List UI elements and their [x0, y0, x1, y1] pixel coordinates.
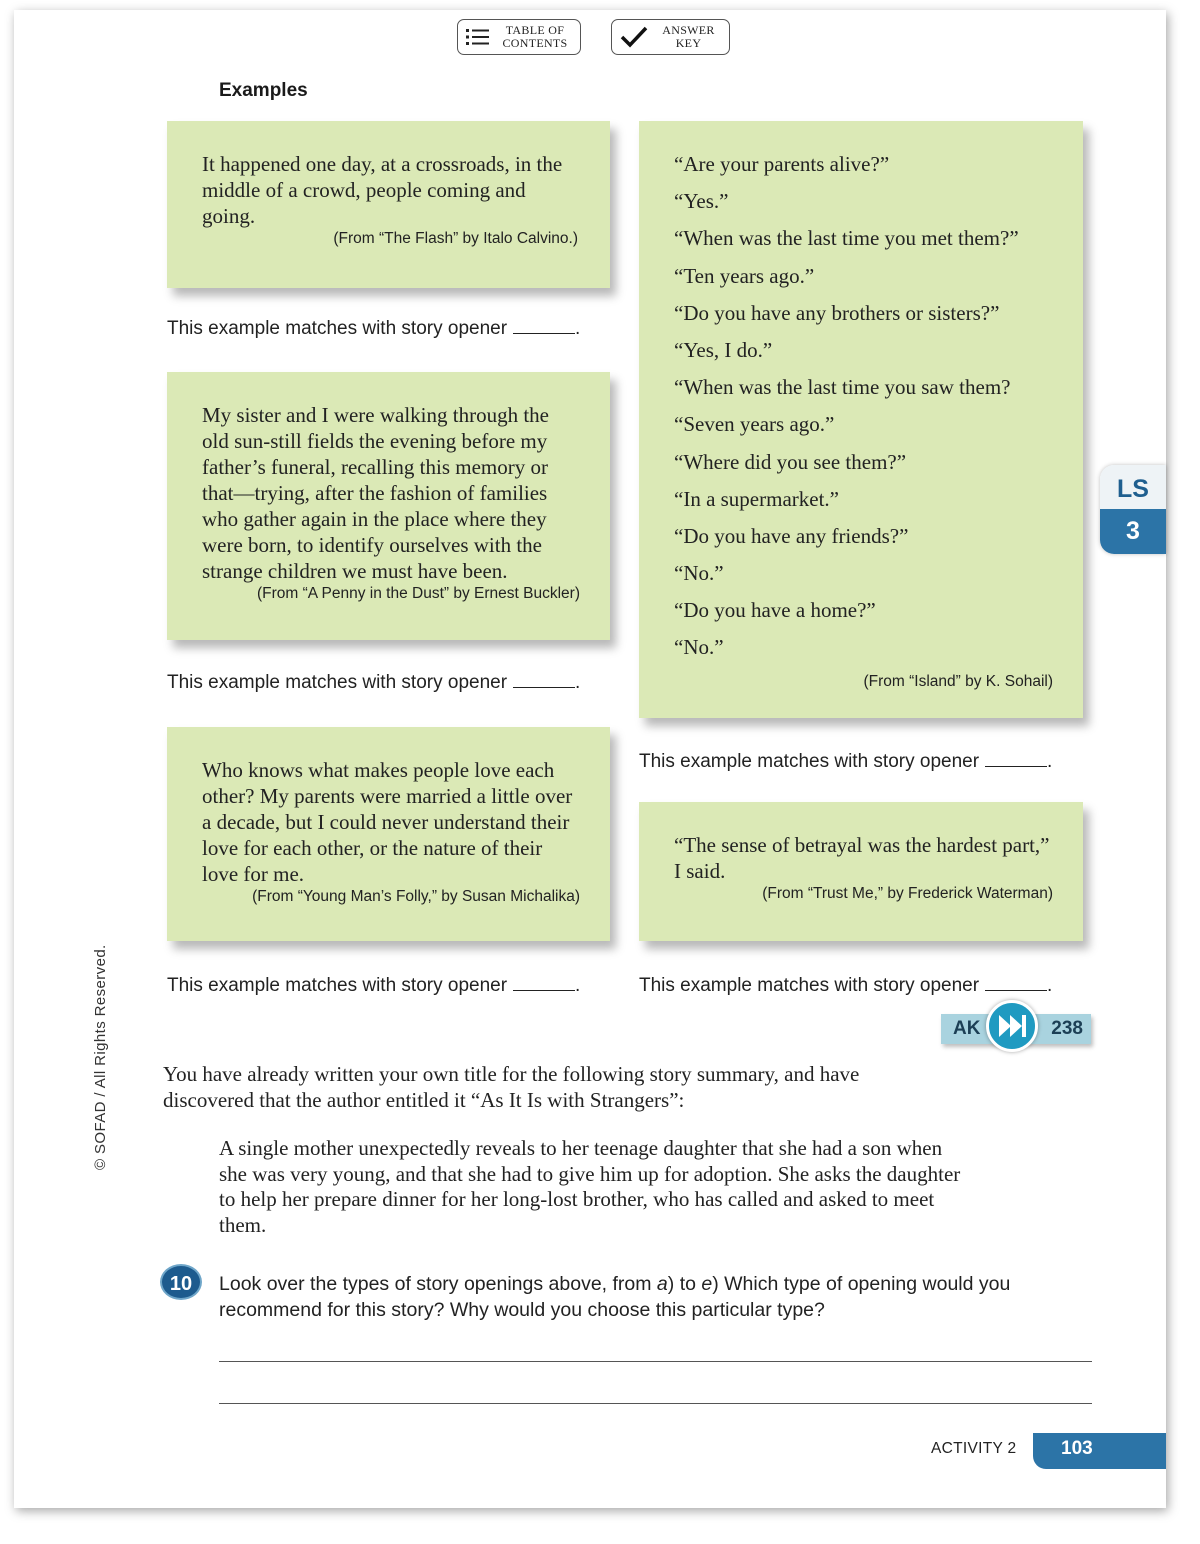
- example-note-2: [167, 372, 610, 640]
- example-note-4: [639, 121, 1083, 718]
- intro-paragraph: You have already written your own title for the following story summary, and have discovered that the author entitled it “As It Is with Strangers”:: [163, 1062, 860, 1112]
- example-note-4-source: (From “Island” by K. Sohail): [863, 672, 1053, 690]
- example-note-5: [639, 802, 1083, 941]
- section-tab-number: 3: [1100, 509, 1166, 554]
- answer-line-1[interactable]: [219, 1361, 1092, 1362]
- match-line-1: This example matches with story opener .: [167, 318, 581, 339]
- match-line-3: This example matches with story opener .: [167, 975, 581, 996]
- dialogue-line: “Do you have any brothers or sisters?”: [674, 300, 1000, 325]
- example-note-1: [167, 121, 610, 288]
- example-note-5-text: “The sense of betrayal was the hardest part,” I said.: [674, 833, 1050, 883]
- activity-label: ACTIVITY 2: [931, 1440, 1017, 1457]
- dialogue-line: “Yes.”: [674, 189, 729, 214]
- answer-key-reference[interactable]: [941, 1014, 1091, 1044]
- answer-key-label-line1: ANSWER: [662, 23, 715, 37]
- fast-forward-icon[interactable]: [986, 1000, 1038, 1052]
- match-line-5: This example matches with story opener .: [639, 975, 1053, 996]
- dialogue-line: “No.”: [674, 561, 724, 586]
- example-note-3-text: Who knows what makes people love each other? My parents were married a little over a decade, but I could never understand their love for each other, or the nature of their love for me.: [202, 758, 573, 886]
- match-line-2: This example matches with story opener .: [167, 672, 581, 693]
- answer-blank-5[interactable]: [985, 976, 1047, 991]
- copyright-notice: © SOFAD / All Rights Reserved.: [92, 944, 109, 1170]
- answer-blank-4[interactable]: [985, 752, 1047, 767]
- answer-key-button[interactable]: [611, 19, 730, 55]
- dialogue-line: “Do you have any friends?”: [674, 523, 909, 548]
- example-note-1-source: (From “The Flash” by Italo Calvino.): [333, 230, 578, 247]
- example-note-5-source: (From “Trust Me,” by Frederick Waterman): [762, 885, 1053, 902]
- answer-key-ref-label: AK: [953, 1018, 981, 1039]
- dialogue-line: “When was the last time you met them?”: [674, 226, 1019, 251]
- page-number: 103: [1033, 1433, 1166, 1469]
- checkmark-icon: [620, 26, 648, 48]
- table-of-contents-button[interactable]: [457, 19, 581, 55]
- list-icon: [466, 27, 490, 47]
- dialogue-line: “Do you have a home?”: [674, 598, 876, 623]
- question-text: Look over the types of story openings above, from a) to e) Which type of opening would you recommend for this story? Why would you choose this particular type?: [219, 1273, 1011, 1321]
- question-number-badge: 10: [160, 1264, 202, 1300]
- answer-key-label-line2: KEY: [675, 36, 702, 50]
- examples-heading: Examples: [219, 80, 308, 101]
- example-note-2-text: My sister and I were walking through the old sun-still fields the evening before my father’s funeral, recalling this memory or that—trying, after the fashion of families who gather again in the place where they were born, to identify ourselves with the strange children we must have been.: [202, 403, 550, 583]
- example-note-3: [167, 727, 610, 941]
- answer-line-2[interactable]: [219, 1403, 1092, 1404]
- dialogue-line: “No.”: [674, 635, 724, 660]
- dialogue-line: “Yes, I do.”: [674, 337, 773, 362]
- dialogue-line: “Are your parents alive?”: [674, 152, 890, 176]
- section-tab-label: LS: [1100, 465, 1166, 509]
- match-line-4: This example matches with story opener .: [639, 751, 1053, 772]
- section-tab[interactable]: [1100, 465, 1166, 554]
- dialogue-line: “When was the last time you saw them?: [674, 375, 1011, 400]
- example-note-3-source: (From “Young Man’s Folly,” by Susan Michalika): [252, 888, 580, 905]
- toc-label-line1: TABLE OF: [505, 23, 565, 37]
- answer-blank-3[interactable]: [513, 976, 575, 991]
- answer-key-ref-page: 238: [1051, 1018, 1083, 1039]
- answer-blank-1[interactable]: [513, 319, 575, 334]
- toc-label-line2: CONTENTS: [502, 36, 568, 50]
- example-note-2-source: (From “A Penny in the Dust” by Ernest Buckler): [256, 585, 580, 602]
- answer-blank-2[interactable]: [513, 673, 575, 688]
- example-note-1-text: It happened one day, at a crossroads, in the middle of a crowd, people coming and going.: [202, 152, 563, 228]
- story-summary: A single mother unexpectedly reveals to her teenage daughter that she had a son when she was very young, and that she had to give him up for adoption. She asks the daughter to help her prepare dinner for her long-lost brother, who has called and asked to meet them.: [219, 1136, 961, 1237]
- dialogue-line: “Where did you see them?”: [674, 449, 907, 474]
- dialogue-line: “Seven years ago.”: [674, 412, 835, 437]
- dialogue-line: “In a supermarket.”: [674, 486, 839, 511]
- dialogue-line: “Ten years ago.”: [674, 263, 815, 288]
